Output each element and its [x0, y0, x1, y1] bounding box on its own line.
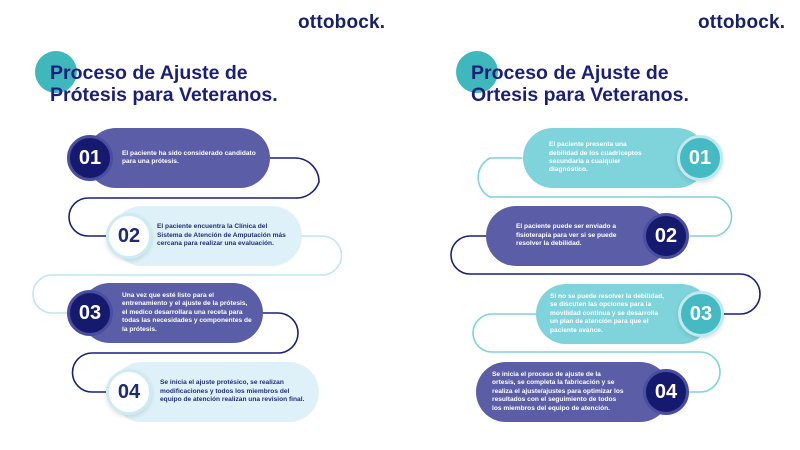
step-number-badge: 01 — [67, 135, 113, 181]
step-card — [486, 206, 669, 266]
step-number-badge: 04 — [106, 369, 152, 415]
step-text: El paciente encuentra la Clínica del Sistema de Atención de Amputación más cercana para realizar una evaluación. — [157, 223, 286, 248]
step-text: Una vez que esté listo para el entrenamiento y el ajuste de la prótesis, el medico desarrollara una receta para todas las necesidades y componentes de la prótesis. — [122, 291, 252, 333]
ottobock-logo-right: ottobock. — [698, 12, 786, 33]
step-number-badge: 04 — [643, 369, 689, 415]
title-line-1: Proceso de Ajuste de — [50, 62, 248, 84]
step-text: Se inicia el ajuste protésico, se realizan modificaciones y todos los miembros del equipo de atención realizan una revision final. — [160, 379, 305, 404]
step-text: Si no se puede resolver la debilidad, se discuten las opciones para la movilidad continua y se desarrolla un plan de atención para que el paciente avance. — [550, 292, 664, 334]
title-line-2: Prótesis para Veteranos. — [50, 84, 278, 106]
step-text: El paciente presenta una debilidad de los cuadriceptos secundaria a cualquier diagnóstico. — [549, 141, 642, 174]
step-text: El paciente puede ser enviado a fisioterapia para ver si se puede resolver la debilidad. — [516, 223, 617, 248]
step-number-badge: 02 — [106, 213, 152, 259]
panel-title-protesis — [50, 62, 278, 106]
step-text: El paciente ha sido considerado candidato para una prótesis. — [122, 149, 256, 165]
panel-title-ortesis — [471, 62, 689, 106]
step-number-badge: 03 — [678, 291, 724, 337]
step-number-badge: 01 — [677, 135, 723, 181]
step-text: Se inicia el proceso de ajuste de la ortesis, se completa la fabricación y se realiza el ajuste/ajustes para optimizar los resultados con el seguimiento de todos los miembros del equipo de atención. — [492, 370, 624, 412]
step-number-badge: 02 — [643, 213, 689, 259]
title-line-1: Proceso de Ajuste de — [471, 62, 669, 84]
step-card — [476, 362, 670, 422]
title-line-2: Ortesis para Veteranos. — [471, 84, 689, 106]
step-card — [86, 128, 270, 188]
ottobock-logo-left: ottobock. — [298, 12, 386, 33]
step-number-badge: 03 — [67, 290, 113, 336]
